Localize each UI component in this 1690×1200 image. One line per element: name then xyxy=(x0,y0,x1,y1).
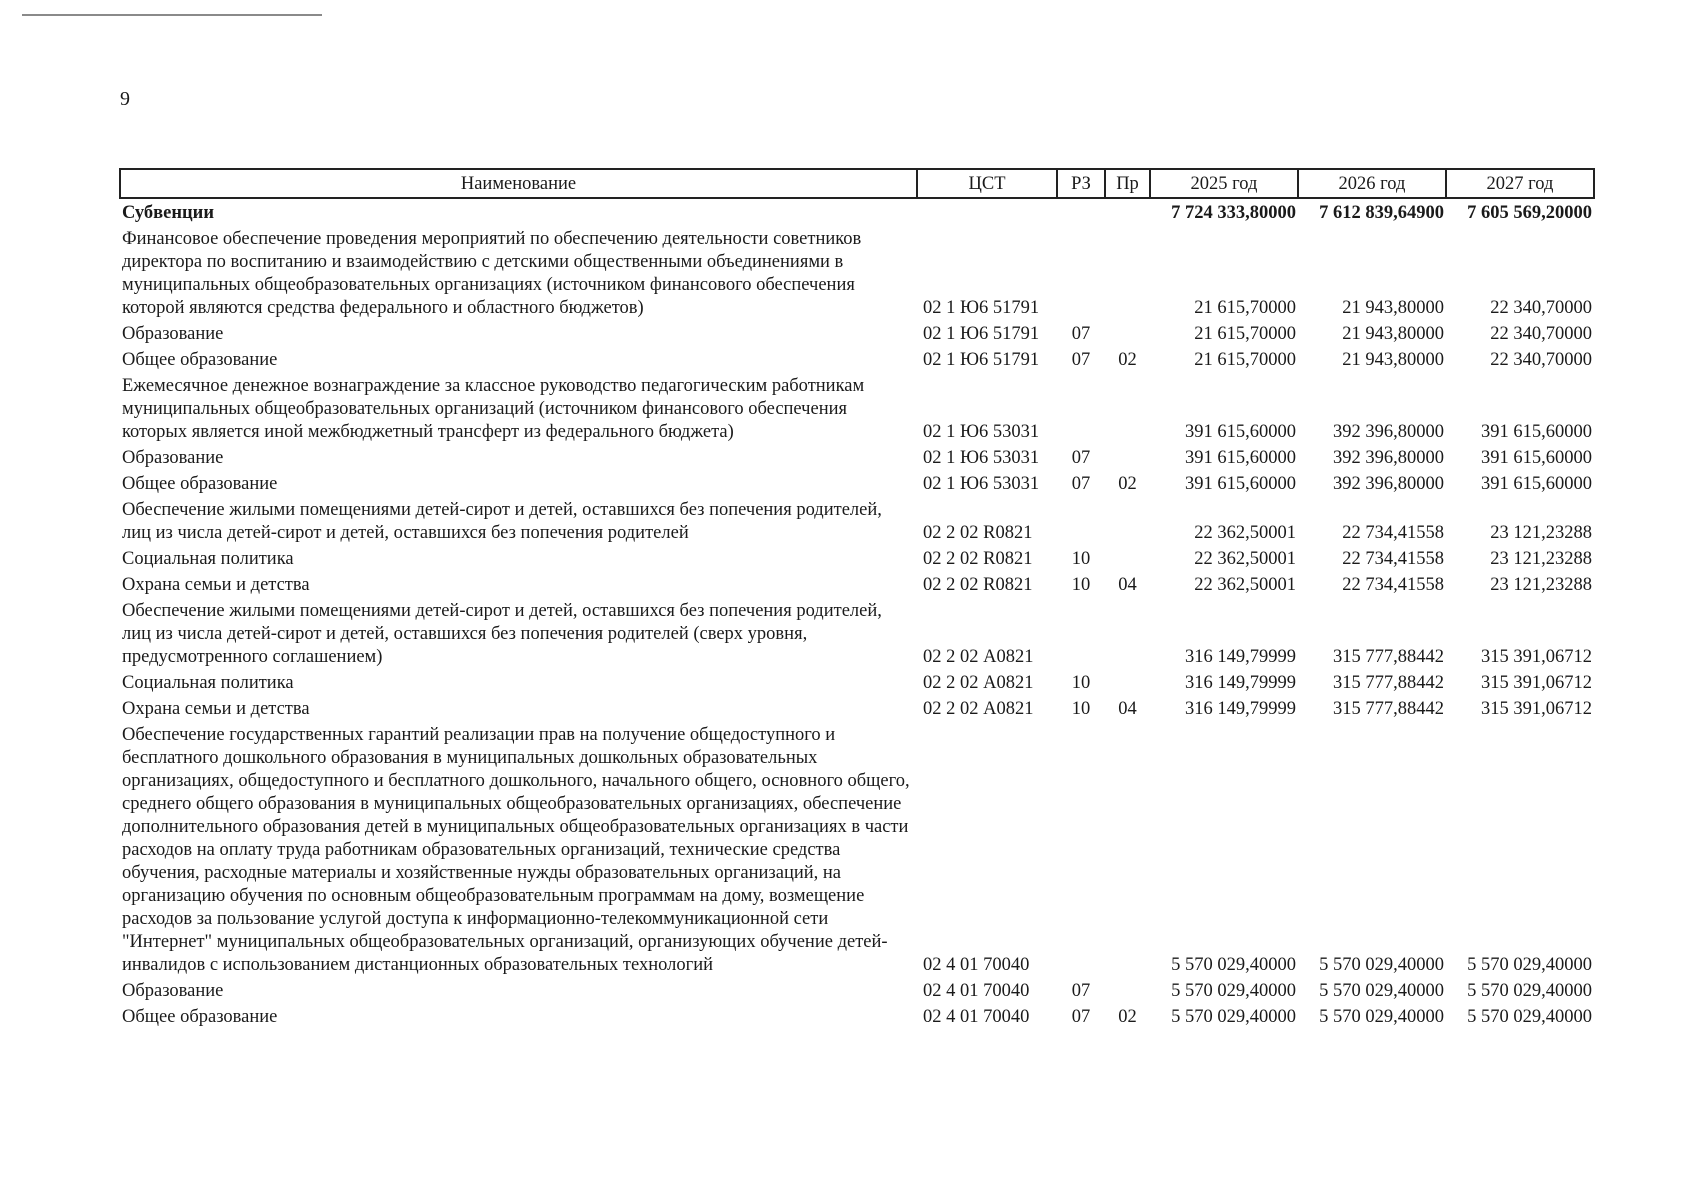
row-value-2026: 5 570 029,40000 xyxy=(1319,955,1444,975)
row-pr xyxy=(1105,669,1150,695)
row-cst: 02 1 Ю6 53031 xyxy=(923,448,1040,468)
table-row xyxy=(120,225,1594,320)
row-value-2027: 23 121,23288 xyxy=(1490,549,1592,569)
row-name: Субвенции xyxy=(122,203,214,223)
row-pr xyxy=(1105,198,1150,225)
row-name: Социальная политика xyxy=(122,549,294,569)
row-pr xyxy=(1105,320,1150,346)
row-cst: 02 2 02 А0821 xyxy=(923,647,1034,667)
row-name: Образование xyxy=(122,448,224,468)
row-value-2027: 391 615,60000 xyxy=(1481,474,1592,494)
row-value-2025: 22 362,50001 xyxy=(1194,549,1296,569)
row-value-2025: 21 615,70000 xyxy=(1194,298,1296,318)
budget-table xyxy=(119,168,1595,1029)
row-rz xyxy=(1057,597,1105,669)
page-number: 9 xyxy=(120,88,130,110)
row-value-2027: 7 605 569,20000 xyxy=(1467,203,1592,223)
row-rz: 07 xyxy=(1071,350,1091,370)
table-row xyxy=(120,571,1594,597)
row-value-2025: 22 362,50001 xyxy=(1194,575,1296,595)
row-cst: 02 4 01 70040 xyxy=(923,955,1030,975)
row-value-2025: 7 724 333,80000 xyxy=(1171,203,1296,223)
row-name: Социальная политика xyxy=(122,673,294,693)
row-name: Ежемесячное денежное вознаграждение за классное руководство педагогическим работникам муниципальных общеобразовательных организаций (источником финансового обеспечения которых является иной межбюджетный трансферт из федерального бюджета) xyxy=(122,376,865,442)
row-pr xyxy=(1105,545,1150,571)
table-row xyxy=(120,977,1594,1003)
row-pr: 04 xyxy=(1118,699,1137,719)
row-cst: 02 2 02 R0821 xyxy=(923,549,1033,569)
row-value-2027: 315 391,06712 xyxy=(1481,647,1592,667)
row-cst xyxy=(917,198,1057,225)
table-row xyxy=(120,695,1594,721)
col-header-2026: 2026 год xyxy=(1298,169,1446,198)
row-cst: 02 1 Ю6 53031 xyxy=(923,474,1040,494)
row-rz xyxy=(1057,721,1105,977)
row-value-2026: 392 396,80000 xyxy=(1333,474,1444,494)
row-cst: 02 1 Ю6 53031 xyxy=(923,422,1040,442)
row-rz: 07 xyxy=(1071,448,1091,468)
col-header-2027: 2027 год xyxy=(1446,169,1594,198)
row-pr: 02 xyxy=(1118,474,1137,494)
row-rz: 07 xyxy=(1071,474,1091,494)
row-pr xyxy=(1105,496,1150,545)
row-name: Обеспечение жилыми помещениями детей-сирот и детей, оставшихся без попечения родителей, лиц из числа детей-сирот и детей, оставшихся без попечения родителей (сверх уровня, предусмотренного соглашением) xyxy=(122,601,882,667)
table-row xyxy=(120,346,1594,372)
row-name: Охрана семьи и детства xyxy=(122,575,310,595)
row-value-2025: 5 570 029,40000 xyxy=(1171,1007,1296,1027)
row-value-2026: 21 943,80000 xyxy=(1342,324,1444,344)
row-value-2027: 315 391,06712 xyxy=(1481,699,1592,719)
row-rz: 10 xyxy=(1071,673,1091,693)
col-header-name: Наименование xyxy=(120,169,917,198)
row-value-2026: 7 612 839,64900 xyxy=(1319,203,1444,223)
row-cst: 02 2 02 А0821 xyxy=(923,673,1034,693)
row-rz: 07 xyxy=(1071,1007,1091,1027)
row-value-2025: 22 362,50001 xyxy=(1194,523,1296,543)
row-value-2025: 316 149,79999 xyxy=(1185,699,1296,719)
table-row xyxy=(120,496,1594,545)
row-value-2025: 5 570 029,40000 xyxy=(1171,955,1296,975)
table-body xyxy=(120,198,1594,1029)
row-name: Образование xyxy=(122,981,224,1001)
row-rz: 10 xyxy=(1071,699,1091,719)
row-pr xyxy=(1105,372,1150,444)
row-name: Общее образование xyxy=(122,1007,278,1027)
row-pr: 04 xyxy=(1118,575,1137,595)
row-name: Финансовое обеспечение проведения мероприятий по обеспечению деятельности советников директора по воспитанию и взаимодействию с детскими общественными объединениями в муниципальных общеобразовательных организациях (источником финансового обеспечения которой являются средства федерального и областного бюджетов) xyxy=(122,229,862,318)
row-value-2026: 392 396,80000 xyxy=(1333,422,1444,442)
row-name: Обеспечение государственных гарантий реализации прав на получение общедоступного и бесплатного дошкольного образования в муниципальных дошкольных образовательных организациях, общедоступного и бесплатного дошкольного, начального общего, основного общего, среднего общего образования в муниципальных общеобразовательных организациях, обеспечение дополнительного образования детей в муниципальных общеобразовательных организациях в части расходов на оплату труда работникам образовательных организаций, технические средства обучения, расходные материалы и хозяйственные нужды образовательных организаций, на организацию обучения по основным общеобразовательным программам на дому, возмещение расходов за пользование услугой доступа к информационно-телекоммуникационной сети "Интернет" муниципальных общеобразовательных организаций, организующих обучение детей-инвалидов с использованием дистанционных образовательных технологий xyxy=(122,725,910,975)
row-value-2026: 22 734,41558 xyxy=(1342,549,1444,569)
row-value-2026: 392 396,80000 xyxy=(1333,448,1444,468)
row-value-2025: 391 615,60000 xyxy=(1185,448,1296,468)
table-row xyxy=(120,721,1594,977)
row-cst: 02 4 01 70040 xyxy=(923,981,1030,1001)
row-pr xyxy=(1105,597,1150,669)
row-value-2027: 391 615,60000 xyxy=(1481,448,1592,468)
row-name: Общее образование xyxy=(122,474,278,494)
row-pr: 02 xyxy=(1118,350,1137,370)
row-value-2027: 23 121,23288 xyxy=(1490,523,1592,543)
table-row xyxy=(120,669,1594,695)
row-value-2025: 21 615,70000 xyxy=(1194,350,1296,370)
col-header-2025: 2025 год xyxy=(1150,169,1298,198)
row-cst: 02 1 Ю6 51791 xyxy=(923,324,1040,344)
row-value-2026: 5 570 029,40000 xyxy=(1319,1007,1444,1027)
table-header xyxy=(120,169,1594,198)
row-name: Общее образование xyxy=(122,350,278,370)
row-value-2027: 5 570 029,40000 xyxy=(1467,1007,1592,1027)
row-rz: 10 xyxy=(1071,575,1091,595)
table-row xyxy=(120,320,1594,346)
row-value-2027: 315 391,06712 xyxy=(1481,673,1592,693)
row-value-2026: 315 777,88442 xyxy=(1333,699,1444,719)
row-value-2026: 22 734,41558 xyxy=(1342,523,1444,543)
table-row xyxy=(120,372,1594,444)
row-cst: 02 2 02 R0821 xyxy=(923,523,1033,543)
row-cst: 02 1 Ю6 51791 xyxy=(923,298,1040,318)
table-row xyxy=(120,597,1594,669)
budget-table-container xyxy=(119,168,1594,1029)
row-name: Обеспечение жилыми помещениями детей-сирот и детей, оставшихся без попечения родителей, лиц из числа детей-сирот и детей, оставшихся без попечения родителей xyxy=(122,500,882,543)
row-pr xyxy=(1105,721,1150,977)
row-value-2025: 21 615,70000 xyxy=(1194,324,1296,344)
row-rz: 10 xyxy=(1071,549,1091,569)
row-value-2026: 21 943,80000 xyxy=(1342,298,1444,318)
row-name: Образование xyxy=(122,324,224,344)
table-row xyxy=(120,470,1594,496)
row-rz xyxy=(1057,198,1105,225)
row-value-2027: 5 570 029,40000 xyxy=(1467,955,1592,975)
table-row-total xyxy=(120,198,1594,225)
row-rz: 07 xyxy=(1071,324,1091,344)
row-pr xyxy=(1105,977,1150,1003)
top-rule xyxy=(22,14,322,16)
row-value-2026: 21 943,80000 xyxy=(1342,350,1444,370)
row-cst: 02 2 02 А0821 xyxy=(923,699,1034,719)
row-cst: 02 4 01 70040 xyxy=(923,1007,1030,1027)
table-row xyxy=(120,1003,1594,1029)
row-value-2027: 22 340,70000 xyxy=(1490,298,1592,318)
row-pr xyxy=(1105,225,1150,320)
row-value-2025: 316 149,79999 xyxy=(1185,673,1296,693)
row-rz xyxy=(1057,372,1105,444)
col-header-rz: РЗ xyxy=(1057,169,1105,198)
row-value-2026: 22 734,41558 xyxy=(1342,575,1444,595)
table-row xyxy=(120,444,1594,470)
row-cst: 02 1 Ю6 51791 xyxy=(923,350,1040,370)
row-value-2027: 22 340,70000 xyxy=(1490,324,1592,344)
row-value-2025: 316 149,79999 xyxy=(1185,647,1296,667)
row-value-2027: 22 340,70000 xyxy=(1490,350,1592,370)
row-cst: 02 2 02 R0821 xyxy=(923,575,1033,595)
table-row xyxy=(120,545,1594,571)
col-header-cst: ЦСТ xyxy=(917,169,1057,198)
row-value-2025: 391 615,60000 xyxy=(1185,422,1296,442)
header-row xyxy=(120,169,1594,198)
row-value-2026: 5 570 029,40000 xyxy=(1319,981,1444,1001)
row-value-2027: 5 570 029,40000 xyxy=(1467,981,1592,1001)
row-rz xyxy=(1057,225,1105,320)
row-rz xyxy=(1057,496,1105,545)
row-name: Охрана семьи и детства xyxy=(122,699,310,719)
row-pr xyxy=(1105,444,1150,470)
row-value-2027: 391 615,60000 xyxy=(1481,422,1592,442)
row-rz: 07 xyxy=(1071,981,1091,1001)
row-value-2025: 5 570 029,40000 xyxy=(1171,981,1296,1001)
row-value-2026: 315 777,88442 xyxy=(1333,673,1444,693)
row-value-2026: 315 777,88442 xyxy=(1333,647,1444,667)
row-value-2027: 23 121,23288 xyxy=(1490,575,1592,595)
row-pr: 02 xyxy=(1118,1007,1137,1027)
row-value-2025: 391 615,60000 xyxy=(1185,474,1296,494)
col-header-pr: Пр xyxy=(1105,169,1150,198)
